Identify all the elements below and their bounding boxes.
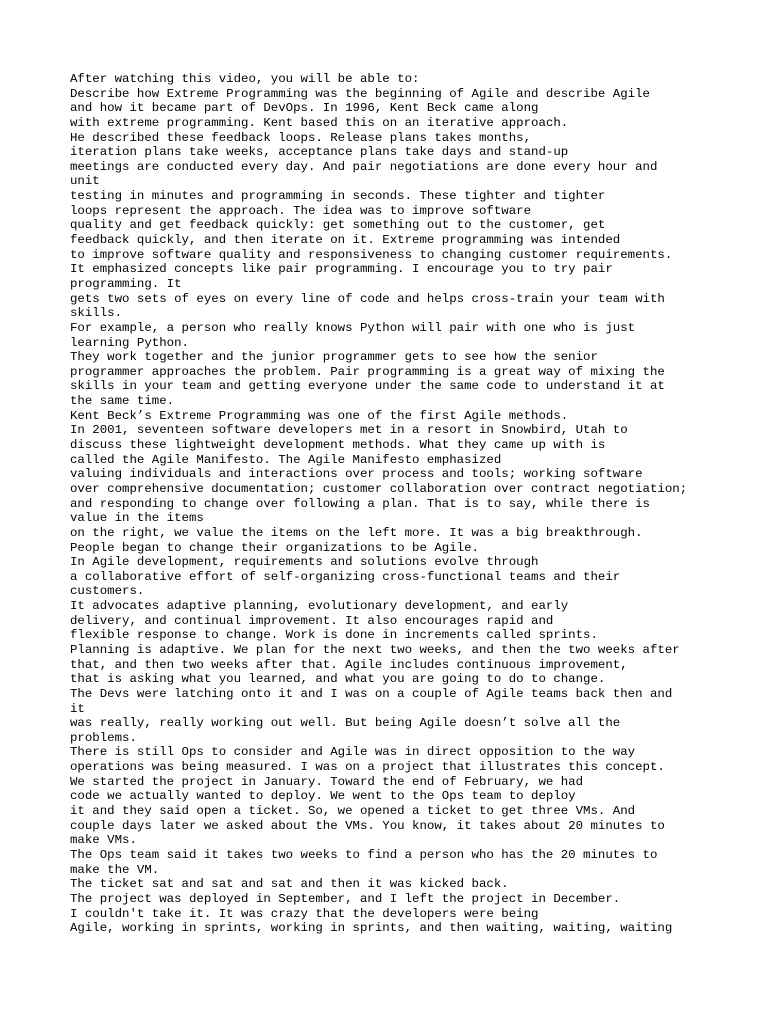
- text-line: There is still Ops to consider and Agile was in direct opposition to the way: [70, 745, 636, 760]
- text-line: testing in minutes and programming in seconds. These tighter and tighter: [70, 189, 606, 204]
- text-line: was really, really working out well. But being Agile doesn’t solve all the: [70, 716, 621, 731]
- text-line: operations was being measured. I was on a project that illustrates this concept.: [70, 760, 665, 775]
- text-line: a collaborative effort of self-organizing cross-functional teams and their: [70, 569, 621, 584]
- text-line: gets two sets of eyes on every line of code and helps cross-train your team with: [70, 291, 665, 306]
- text-line: that is asking what you learned, and what you are going to do to change.: [70, 672, 606, 687]
- text-line: The Devs were latching onto it and I was on a couple of Agile teams back then and: [70, 686, 673, 701]
- text-line: People began to change their organizations to be Agile.: [70, 540, 479, 555]
- text-line: called the Agile Manifesto. The Agile Manifesto emphasized: [70, 452, 502, 467]
- text-line: The project was deployed in September, and I left the project in December.: [70, 891, 621, 906]
- text-line: loops represent the approach. The idea was to improve software: [70, 203, 532, 218]
- text-line: code we actually wanted to deploy. We went to the Ops team to deploy: [70, 789, 576, 804]
- text-line: Agile, working in sprints, working in sprints, and then waiting, waiting, waiting: [70, 921, 673, 936]
- text-line: skills.: [70, 306, 123, 321]
- text-line: make VMs.: [70, 833, 137, 848]
- text-line: It advocates adaptive planning, evolutionary development, and early: [70, 599, 569, 614]
- text-line: that, and then two weeks after that. Agile includes continuous improvement,: [70, 657, 628, 672]
- text-line: the same time.: [70, 394, 175, 409]
- text-line: it: [70, 701, 85, 716]
- text-line: flexible response to change. Work is done in increments called sprints.: [70, 628, 598, 643]
- text-line: The ticket sat and sat and sat and then it was kicked back.: [70, 877, 509, 892]
- text-line: discuss these lightweight development methods. What they came up with is: [70, 438, 606, 453]
- text-line: learning Python.: [70, 335, 189, 350]
- text-line: and how it became part of DevOps. In 1996, Kent Beck came along: [70, 101, 539, 116]
- text-line: iteration plans take weeks, acceptance plans take days and stand-up: [70, 145, 569, 160]
- text-line: We started the project in January. Toward the end of February, we had: [70, 774, 584, 789]
- text-line: skills in your team and getting everyone under the same code to understand it at: [70, 379, 665, 394]
- text-line: Describe how Extreme Programming was the beginning of Agile and describe Agile: [70, 86, 650, 101]
- text-line: quality and get feedback quickly: get something out to the customer, get: [70, 218, 606, 233]
- text-line: on the right, we value the items on the left more. It was a big breakthrough.: [70, 525, 643, 540]
- text-line: He described these feedback loops. Release plans takes months,: [70, 130, 532, 145]
- text-line: After watching this video, you will be able to:: [70, 72, 420, 86]
- text-line: unit: [70, 174, 100, 189]
- text-line: programming. It: [70, 276, 182, 291]
- text-line: In 2001, seventeen software developers met in a resort in Snowbird, Utah to: [70, 423, 628, 438]
- text-line: In Agile development, requirements and solutions evolve through: [70, 555, 539, 570]
- text-line: feedback quickly, and then iterate on it. Extreme programming was intended: [70, 233, 621, 248]
- text-line: to improve software quality and responsiveness to changing customer requirements.: [70, 247, 673, 262]
- text-line: couple days later we asked about the VMs. You know, it takes about 20 minutes to: [70, 818, 665, 833]
- text-line: value in the items: [70, 511, 204, 526]
- text-line: It emphasized concepts like pair programming. I encourage you to try pair: [70, 262, 613, 277]
- text-line: I couldn't take it. It was crazy that the developers were being: [70, 906, 539, 921]
- text-line: delivery, and continual improvement. It also encourages rapid and: [70, 613, 554, 628]
- text-line: with extreme programming. Kent based this on an iterative approach.: [70, 115, 569, 130]
- text-line: Kent Beck’s Extreme Programming was one of the first Agile methods.: [70, 408, 569, 423]
- text-line: meetings are conducted every day. And pair negotiations are done every hour and: [70, 159, 658, 174]
- text-line: For example, a person who really knows Python will pair with one who is just: [70, 320, 636, 335]
- text-line: customers.: [70, 584, 145, 599]
- transcript-text: [70, 72, 760, 936]
- text-line: and responding to change over following a plan. That is to say, while there is: [70, 496, 650, 511]
- text-line: They work together and the junior programmer gets to see how the senior: [70, 350, 598, 365]
- text-line: The Ops team said it takes two weeks to find a person who has the 20 minutes to: [70, 847, 658, 862]
- text-line: over comprehensive documentation; customer collaboration over contract negotiation;: [70, 481, 688, 496]
- text-line: it and they said open a ticket. So, we opened a ticket to get three VMs. And: [70, 804, 636, 819]
- text-line: Planning is adaptive. We plan for the next two weeks, and then the two weeks after: [70, 642, 680, 657]
- text-line: problems.: [70, 730, 137, 745]
- text-line: valuing individuals and interactions over process and tools; working software: [70, 467, 643, 482]
- text-line: programmer approaches the problem. Pair programming is a great way of mixing the: [70, 364, 665, 379]
- text-line: make the VM.: [70, 862, 160, 877]
